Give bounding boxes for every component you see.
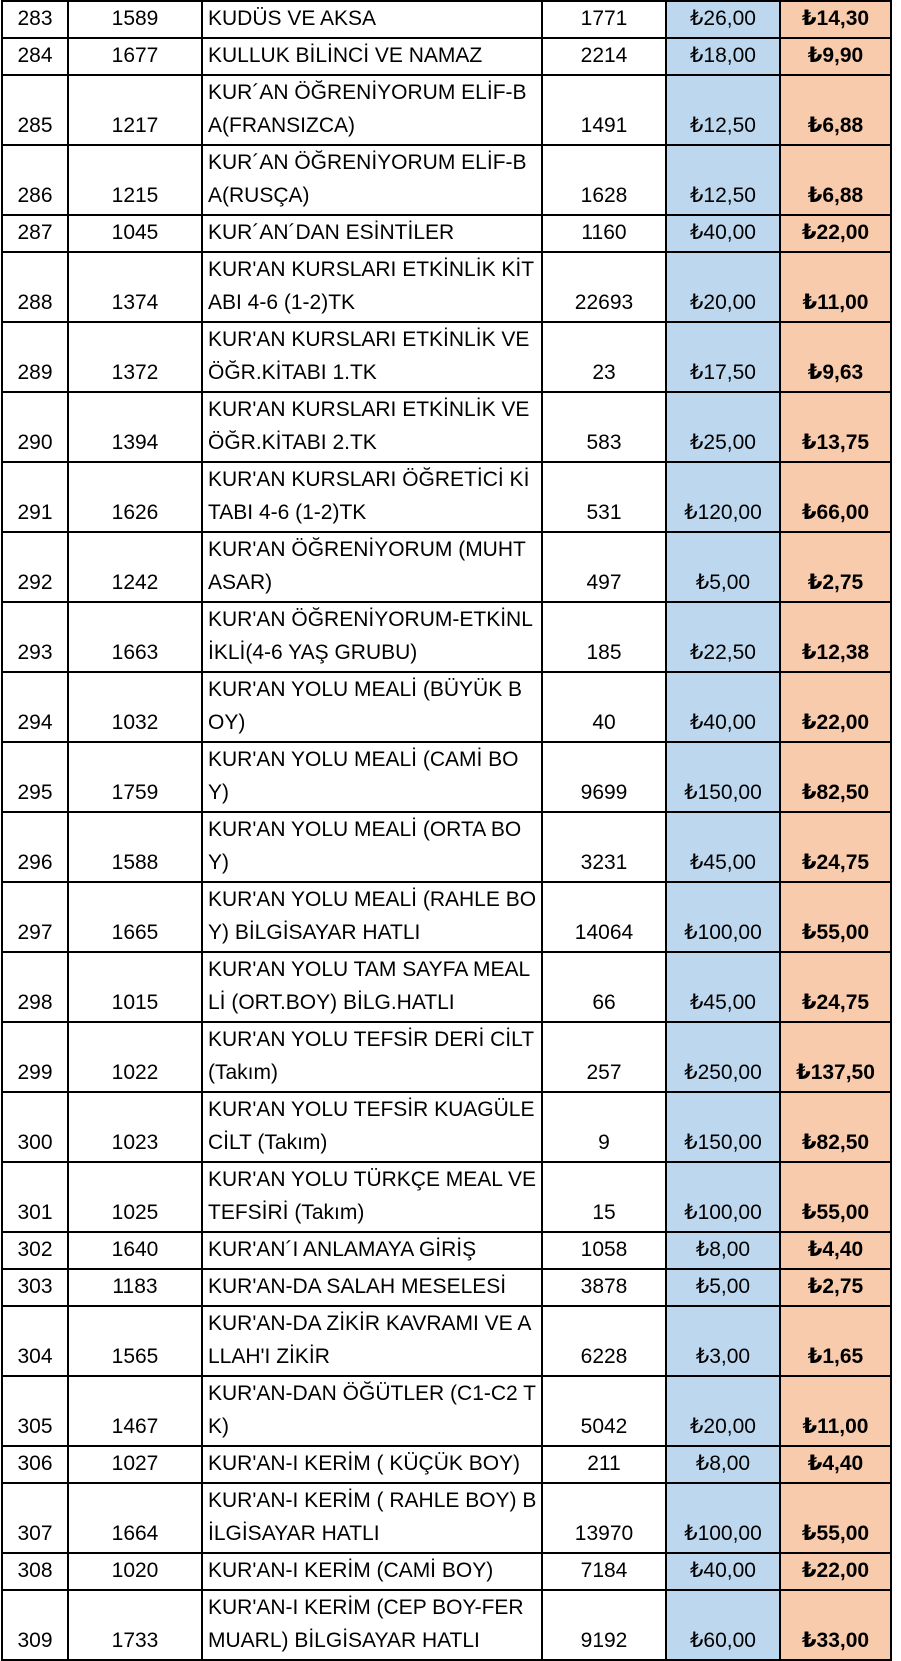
table-row bbox=[2, 1376, 891, 1446]
product-code-cell[interactable]: 1394 bbox=[68, 392, 202, 462]
stock-cell[interactable]: 9 bbox=[542, 1092, 666, 1162]
row-number-cell[interactable]: 303 bbox=[2, 1269, 68, 1306]
price-cell[interactable]: ₺150,00 bbox=[666, 742, 780, 812]
product-name-cell[interactable]: KUR'AN-DA SALAH MESELESİ bbox=[202, 1269, 542, 1306]
row-number-cell[interactable]: 283 bbox=[2, 1, 68, 38]
product-code-cell[interactable]: 1664 bbox=[68, 1483, 202, 1553]
row-number-cell[interactable]: 290 bbox=[2, 392, 68, 462]
price-cell[interactable]: ₺20,00 bbox=[666, 252, 780, 322]
table-row bbox=[2, 532, 891, 602]
row-number-cell[interactable]: 284 bbox=[2, 38, 68, 75]
row-number-cell[interactable]: 304 bbox=[2, 1306, 68, 1376]
discount-price-cell[interactable]: ₺4,40 bbox=[780, 1232, 891, 1269]
product-code-cell[interactable]: 1032 bbox=[68, 672, 202, 742]
table-row bbox=[2, 952, 891, 1022]
product-name-cell[interactable]: KUR'AN KURSLARI ETKİNLİK VE ÖĞR.KİTABI 1.TK bbox=[202, 322, 542, 392]
discount-price-cell[interactable]: ₺6,88 bbox=[780, 75, 891, 145]
discount-price-cell[interactable]: ₺137,50 bbox=[780, 1022, 891, 1092]
stock-cell[interactable]: 13970 bbox=[542, 1483, 666, 1553]
discount-price-cell[interactable]: ₺24,75 bbox=[780, 952, 891, 1022]
price-list-table bbox=[1, 0, 892, 1661]
product-code-cell[interactable]: 1759 bbox=[68, 742, 202, 812]
table-row bbox=[2, 672, 891, 742]
price-cell[interactable]: ₺3,00 bbox=[666, 1306, 780, 1376]
row-number-cell[interactable]: 306 bbox=[2, 1446, 68, 1483]
table-row bbox=[2, 322, 891, 392]
price-cell[interactable]: ₺12,50 bbox=[666, 145, 780, 215]
product-name-cell[interactable]: KULLUK BİLİNCİ VE NAMAZ bbox=[202, 38, 542, 75]
row-number-cell[interactable]: 293 bbox=[2, 602, 68, 672]
product-code-cell[interactable]: 1663 bbox=[68, 602, 202, 672]
discount-price-cell[interactable]: ₺66,00 bbox=[780, 462, 891, 532]
table-row bbox=[2, 1269, 891, 1306]
row-number-cell[interactable]: 296 bbox=[2, 812, 68, 882]
product-code-cell[interactable]: 1565 bbox=[68, 1306, 202, 1376]
price-cell[interactable]: ₺40,00 bbox=[666, 215, 780, 252]
discount-price-cell[interactable]: ₺2,75 bbox=[780, 532, 891, 602]
stock-cell[interactable]: 497 bbox=[542, 532, 666, 602]
row-number-cell[interactable]: 287 bbox=[2, 215, 68, 252]
price-cell[interactable]: ₺45,00 bbox=[666, 812, 780, 882]
stock-cell[interactable]: 185 bbox=[542, 602, 666, 672]
table-row bbox=[2, 882, 891, 952]
discount-price-cell[interactable]: ₺55,00 bbox=[780, 1483, 891, 1553]
product-code-cell[interactable]: 1183 bbox=[68, 1269, 202, 1306]
price-cell[interactable]: ₺40,00 bbox=[666, 1553, 780, 1590]
row-number-cell[interactable]: 302 bbox=[2, 1232, 68, 1269]
product-name-cell[interactable]: KUR'AN-I KERİM (CAMİ BOY) bbox=[202, 1553, 542, 1590]
price-cell[interactable]: ₺60,00 bbox=[666, 1590, 780, 1660]
table-row bbox=[2, 742, 891, 812]
product-name-cell[interactable]: KUR'AN KURSLARI ÖĞRETİCİ KİTABI 4-6 (1-2)TK bbox=[202, 462, 542, 532]
table-row bbox=[2, 1483, 891, 1553]
stock-cell[interactable]: 7184 bbox=[542, 1553, 666, 1590]
table-row bbox=[2, 1590, 891, 1660]
stock-cell[interactable]: 257 bbox=[542, 1022, 666, 1092]
table-body bbox=[2, 1, 891, 1660]
discount-price-cell[interactable]: ₺9,63 bbox=[780, 322, 891, 392]
product-name-cell[interactable]: KUR'AN-I KERİM ( KÜÇÜK BOY) bbox=[202, 1446, 542, 1483]
row-number-cell[interactable]: 295 bbox=[2, 742, 68, 812]
product-name-cell[interactable]: KUR´AN ÖĞRENİYORUM ELİF-BA(FRANSIZCA) bbox=[202, 75, 542, 145]
discount-price-cell[interactable]: ₺13,75 bbox=[780, 392, 891, 462]
product-code-cell[interactable]: 1045 bbox=[68, 215, 202, 252]
discount-price-cell[interactable]: ₺6,88 bbox=[780, 145, 891, 215]
price-cell[interactable]: ₺26,00 bbox=[666, 1, 780, 38]
stock-cell[interactable]: 583 bbox=[542, 392, 666, 462]
table-row bbox=[2, 1446, 891, 1483]
price-cell[interactable]: ₺120,00 bbox=[666, 462, 780, 532]
price-cell[interactable]: ₺5,00 bbox=[666, 1269, 780, 1306]
stock-cell[interactable]: 14064 bbox=[542, 882, 666, 952]
row-number-cell[interactable]: 299 bbox=[2, 1022, 68, 1092]
price-cell[interactable]: ₺40,00 bbox=[666, 672, 780, 742]
discount-price-cell[interactable]: ₺1,65 bbox=[780, 1306, 891, 1376]
table-row bbox=[2, 215, 891, 252]
product-name-cell[interactable]: KUDÜS VE AKSA bbox=[202, 1, 542, 38]
discount-price-cell[interactable]: ₺14,30 bbox=[780, 1, 891, 38]
stock-cell[interactable]: 2214 bbox=[542, 38, 666, 75]
table-row bbox=[2, 462, 891, 532]
product-code-cell[interactable]: 1217 bbox=[68, 75, 202, 145]
product-code-cell[interactable]: 1467 bbox=[68, 1376, 202, 1446]
table-row bbox=[2, 1022, 891, 1092]
row-number-cell[interactable]: 286 bbox=[2, 145, 68, 215]
price-cell[interactable]: ₺8,00 bbox=[666, 1446, 780, 1483]
product-code-cell[interactable]: 1640 bbox=[68, 1232, 202, 1269]
row-number-cell[interactable]: 300 bbox=[2, 1092, 68, 1162]
price-cell[interactable]: ₺18,00 bbox=[666, 38, 780, 75]
product-name-cell[interactable]: KUR'AN-DA ZİKİR KAVRAMI VE ALLAH'I ZİKİR bbox=[202, 1306, 542, 1376]
product-name-cell[interactable]: KUR'AN ÖĞRENİYORUM-ETKİNLİKLİ(4-6 YAŞ GRUBU) bbox=[202, 602, 542, 672]
product-name-cell[interactable]: KUR'AN-I KERİM (CEP BOY-FERMUARL) BİLGİSAYAR HATLI bbox=[202, 1590, 542, 1660]
price-cell[interactable]: ₺5,00 bbox=[666, 532, 780, 602]
stock-cell[interactable]: 23 bbox=[542, 322, 666, 392]
stock-cell[interactable]: 3878 bbox=[542, 1269, 666, 1306]
product-code-cell[interactable]: 1626 bbox=[68, 462, 202, 532]
row-number-cell[interactable]: 307 bbox=[2, 1483, 68, 1553]
product-code-cell[interactable]: 1022 bbox=[68, 1022, 202, 1092]
product-code-cell[interactable]: 1215 bbox=[68, 145, 202, 215]
table-row bbox=[2, 392, 891, 462]
price-cell[interactable]: ₺12,50 bbox=[666, 75, 780, 145]
product-name-cell[interactable]: KUR'AN-DAN ÖĞÜTLER (C1-C2 TK) bbox=[202, 1376, 542, 1446]
discount-price-cell[interactable]: ₺22,00 bbox=[780, 215, 891, 252]
table-row bbox=[2, 1553, 891, 1590]
product-name-cell[interactable]: KUR'AN YOLU MEALİ (CAMİ BOY) bbox=[202, 742, 542, 812]
row-number-cell[interactable]: 294 bbox=[2, 672, 68, 742]
table-row bbox=[2, 1092, 891, 1162]
stock-cell[interactable]: 3231 bbox=[542, 812, 666, 882]
table-row bbox=[2, 1306, 891, 1376]
stock-cell[interactable]: 22693 bbox=[542, 252, 666, 322]
discount-price-cell[interactable]: ₺2,75 bbox=[780, 1269, 891, 1306]
stock-cell[interactable]: 66 bbox=[542, 952, 666, 1022]
discount-price-cell[interactable]: ₺22,00 bbox=[780, 672, 891, 742]
discount-price-cell[interactable]: ₺11,00 bbox=[780, 1376, 891, 1446]
product-name-cell[interactable]: KUR´AN ÖĞRENİYORUM ELİF-BA(RUSÇA) bbox=[202, 145, 542, 215]
product-name-cell[interactable]: KUR'AN YOLU MEALİ (ORTA BOY) bbox=[202, 812, 542, 882]
product-name-cell[interactable]: KUR'AN YOLU TEFSİR DERİ CİLT (Takım) bbox=[202, 1022, 542, 1092]
price-cell[interactable]: ₺100,00 bbox=[666, 1162, 780, 1232]
product-name-cell[interactable]: KUR´AN´DAN ESİNTİLER bbox=[202, 215, 542, 252]
product-code-cell[interactable]: 1372 bbox=[68, 322, 202, 392]
discount-price-cell[interactable]: ₺55,00 bbox=[780, 1162, 891, 1232]
stock-cell[interactable]: 1058 bbox=[542, 1232, 666, 1269]
row-number-cell[interactable]: 292 bbox=[2, 532, 68, 602]
table-row bbox=[2, 1162, 891, 1232]
product-code-cell[interactable]: 1677 bbox=[68, 38, 202, 75]
stock-cell[interactable]: 40 bbox=[542, 672, 666, 742]
price-cell[interactable]: ₺45,00 bbox=[666, 952, 780, 1022]
product-name-cell[interactable]: KUR'AN´I ANLAMAYA GİRİŞ bbox=[202, 1232, 542, 1269]
stock-cell[interactable]: 1491 bbox=[542, 75, 666, 145]
table-row bbox=[2, 145, 891, 215]
price-cell[interactable]: ₺17,50 bbox=[666, 322, 780, 392]
product-code-cell[interactable]: 1015 bbox=[68, 952, 202, 1022]
stock-cell[interactable]: 6228 bbox=[542, 1306, 666, 1376]
product-code-cell[interactable]: 1025 bbox=[68, 1162, 202, 1232]
discount-price-cell[interactable]: ₺55,00 bbox=[780, 882, 891, 952]
stock-cell[interactable]: 9192 bbox=[542, 1590, 666, 1660]
product-code-cell[interactable]: 1589 bbox=[68, 1, 202, 38]
price-cell[interactable]: ₺250,00 bbox=[666, 1022, 780, 1092]
row-number-cell[interactable]: 288 bbox=[2, 252, 68, 322]
row-number-cell[interactable]: 298 bbox=[2, 952, 68, 1022]
discount-price-cell[interactable]: ₺82,50 bbox=[780, 742, 891, 812]
row-number-cell[interactable]: 309 bbox=[2, 1590, 68, 1660]
price-cell[interactable]: ₺100,00 bbox=[666, 1483, 780, 1553]
discount-price-cell[interactable]: ₺22,00 bbox=[780, 1553, 891, 1590]
stock-cell[interactable]: 531 bbox=[542, 462, 666, 532]
product-code-cell[interactable]: 1023 bbox=[68, 1092, 202, 1162]
table-row bbox=[2, 38, 891, 75]
product-code-cell[interactable]: 1733 bbox=[68, 1590, 202, 1660]
table-row bbox=[2, 252, 891, 322]
table-row bbox=[2, 1232, 891, 1269]
price-cell[interactable]: ₺25,00 bbox=[666, 392, 780, 462]
product-name-cell[interactable]: KUR'AN YOLU TÜRKÇE MEAL VE TEFSİRİ (Takım) bbox=[202, 1162, 542, 1232]
row-number-cell[interactable]: 297 bbox=[2, 882, 68, 952]
product-name-cell[interactable]: KUR'AN YOLU MEALİ (BÜYÜK BOY) bbox=[202, 672, 542, 742]
product-name-cell[interactable]: KUR'AN KURSLARI ETKİNLİK VE ÖĞR.KİTABI 2.TK bbox=[202, 392, 542, 462]
product-name-cell[interactable]: KUR'AN KURSLARI ETKİNLİK KİTABI 4-6 (1-2)TK bbox=[202, 252, 542, 322]
product-name-cell[interactable]: KUR'AN YOLU TEFSİR KUAGÜLE CİLT (Takım) bbox=[202, 1092, 542, 1162]
product-code-cell[interactable]: 1665 bbox=[68, 882, 202, 952]
stock-cell[interactable]: 1160 bbox=[542, 215, 666, 252]
discount-price-cell[interactable]: ₺33,00 bbox=[780, 1590, 891, 1660]
product-code-cell[interactable]: 1020 bbox=[68, 1553, 202, 1590]
stock-cell[interactable]: 1628 bbox=[542, 145, 666, 215]
stock-cell[interactable]: 211 bbox=[542, 1446, 666, 1483]
discount-price-cell[interactable]: ₺9,90 bbox=[780, 38, 891, 75]
product-name-cell[interactable]: KUR'AN-I KERİM ( RAHLE BOY) BİLGİSAYAR HATLI bbox=[202, 1483, 542, 1553]
table-row bbox=[2, 75, 891, 145]
discount-price-cell[interactable]: ₺4,40 bbox=[780, 1446, 891, 1483]
price-cell[interactable]: ₺150,00 bbox=[666, 1092, 780, 1162]
discount-price-cell[interactable]: ₺82,50 bbox=[780, 1092, 891, 1162]
stock-cell[interactable]: 5042 bbox=[542, 1376, 666, 1446]
price-cell[interactable]: ₺100,00 bbox=[666, 882, 780, 952]
product-name-cell[interactable]: KUR'AN ÖĞRENİYORUM (MUHTASAR) bbox=[202, 532, 542, 602]
product-code-cell[interactable]: 1588 bbox=[68, 812, 202, 882]
row-number-cell[interactable]: 291 bbox=[2, 462, 68, 532]
price-cell[interactable]: ₺20,00 bbox=[666, 1376, 780, 1446]
row-number-cell[interactable]: 305 bbox=[2, 1376, 68, 1446]
table-row bbox=[2, 602, 891, 672]
price-cell[interactable]: ₺22,50 bbox=[666, 602, 780, 672]
table-row bbox=[2, 812, 891, 882]
product-name-cell[interactable]: KUR'AN YOLU MEALİ (RAHLE BOY) BİLGİSAYAR HATLI bbox=[202, 882, 542, 952]
price-cell[interactable]: ₺8,00 bbox=[666, 1232, 780, 1269]
table-row bbox=[2, 1, 891, 38]
row-number-cell[interactable]: 301 bbox=[2, 1162, 68, 1232]
stock-cell[interactable]: 9699 bbox=[542, 742, 666, 812]
product-name-cell[interactable]: KUR'AN YOLU TAM SAYFA MEALLİ (ORT.BOY) BİLG.HATLI bbox=[202, 952, 542, 1022]
product-code-cell[interactable]: 1374 bbox=[68, 252, 202, 322]
discount-price-cell[interactable]: ₺11,00 bbox=[780, 252, 891, 322]
discount-price-cell[interactable]: ₺12,38 bbox=[780, 602, 891, 672]
discount-price-cell[interactable]: ₺24,75 bbox=[780, 812, 891, 882]
product-code-cell[interactable]: 1242 bbox=[68, 532, 202, 602]
row-number-cell[interactable]: 285 bbox=[2, 75, 68, 145]
stock-cell[interactable]: 15 bbox=[542, 1162, 666, 1232]
row-number-cell[interactable]: 308 bbox=[2, 1553, 68, 1590]
row-number-cell[interactable]: 289 bbox=[2, 322, 68, 392]
product-code-cell[interactable]: 1027 bbox=[68, 1446, 202, 1483]
stock-cell[interactable]: 1771 bbox=[542, 1, 666, 38]
